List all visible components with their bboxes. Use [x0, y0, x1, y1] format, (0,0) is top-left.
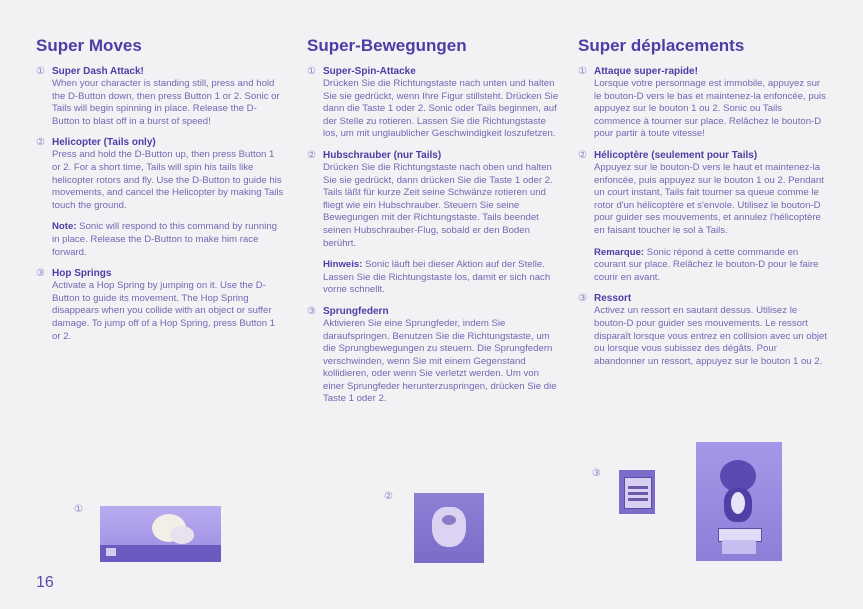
- french-note: [578, 247, 830, 285]
- english-item-hop-springs: [36, 268, 284, 343]
- french-column: [578, 0, 830, 377]
- item-number: ②: [307, 149, 316, 161]
- german-column: [307, 0, 559, 415]
- screenshot-ref-1: ①: [74, 504, 83, 515]
- item-body: Drücken Sie die Richtungstaste nach oben und halten Sie sie gedrückt, dann drücken Sie die Taste 1 oder 2. Tails läßt für kurze Zeit seine Schwänze rotieren und fliegt wie ein Hubschrauber. Steuern Sie seine Bewegungen mit der Richtungstaste. Tails beendet seinen Hubschrauber-Flug, sobald er den Boden berührt.: [323, 161, 553, 249]
- french-item-helicoptere: [578, 150, 830, 238]
- item-body: Lorsque votre personnage est immobile, appuyez sur le bouton-D vers le bas et maintenez-la enfoncée, puis appuyez sur le bouton 1 ou 2. Sonic ou Tails commence à tourner sur place. Relâchez le bouton-D pour partir à toute vitesse!: [594, 78, 826, 140]
- item-body: When your character is standing still, press and hold the D-Button down, then press Button 1 or 2. Sonic or Tails will begin spinning in place. Release the D-Button to blast off in a burst of speed!: [52, 78, 280, 127]
- note-label: Note:: [52, 221, 77, 233]
- super-dash-screenshot: [100, 506, 221, 562]
- tails-face-icon: [442, 515, 456, 525]
- french-title: Super déplacements: [578, 36, 745, 55]
- item-number: ③: [36, 268, 45, 280]
- page-number: 16: [36, 574, 54, 591]
- german-note: [307, 259, 559, 297]
- item-title: Attaque super-rapide!: [594, 66, 698, 77]
- item-title: Hop Springs: [52, 268, 112, 280]
- english-column: [36, 0, 284, 352]
- helicopter-screenshot: [414, 493, 484, 563]
- spring-box-icon: [624, 477, 652, 509]
- screenshot-ref-2: ②: [384, 491, 393, 502]
- item-body: Press and hold the D-Button up, then press Button 1 or 2. For a short time, Tails will spin his tails like helicopter rotors and fly. Use the D-Button to guide his movements, and cancel the Helicopter by making Tails touch the ground.: [52, 149, 284, 211]
- german-item-sprungfedern: [307, 306, 559, 406]
- dust-cloud-icon: [170, 526, 194, 544]
- item-body: Aktivieren Sie eine Sprungfeder, indem Sie daraufspringen. Benutzen Sie die Richtungstaste, um die Sprungbewegungen zu steuern. Die Sprungfedern verschwinden, wenn Sie mit einem Gegenstand kollidieren, oder wenn Sie verletzt werden. Um von einer Sprungfeder herunterzuspringen, drücken Sie die Taste 1 oder 2.: [323, 317, 557, 405]
- spring-stripe: [628, 492, 648, 495]
- spring-stripe: [628, 498, 648, 501]
- item-number: ①: [36, 66, 45, 77]
- hop-spring-sonic-screenshot: [696, 442, 782, 561]
- item-title: Helicopter (Tails only): [52, 137, 156, 149]
- note-text: Sonic répond à cette commande en courant sur place. Relâchez le bouton-D pour le faire courir en avant.: [594, 246, 819, 283]
- french-item-ressort: [578, 293, 830, 368]
- note-label: Remarque:: [594, 246, 645, 258]
- item-body: Appuyez sur le bouton-D vers le haut et maintenez-la enfoncée, puis appuyez sur le bouton 1 ou 2. Pendant un court instant, Tails fait tourner sa queue comme le rotor d'un hélicoptère et s'envole. Utilisez le bouton-D pour guider ses mouvements, et annulez l'hélicoptère en faisant toucher le sol à Tails.: [594, 161, 824, 236]
- english-note: [36, 221, 284, 259]
- item-number: ③: [307, 305, 316, 317]
- item-number: ②: [578, 149, 587, 161]
- english-item-helicopter: [36, 137, 284, 212]
- item-title: Super-Spin-Attacke: [323, 66, 416, 77]
- english-title: Super Moves: [36, 36, 142, 55]
- french-item-attaque: [578, 66, 830, 141]
- note-text: Sonic läuft bei dieser Aktion auf der Stelle. Lassen Sie die Richtungstaste los, damit er sich nach vorne schnellt.: [323, 259, 551, 296]
- item-number: ①: [307, 66, 316, 77]
- item-body: Activate a Hop Spring by jumping on it. Use the D-Button to guide its movement. The Hop Spring disappears when you collide with an object or suffer damage. To jump off of a Hop Spring, press Button 1 or 2.: [52, 280, 276, 342]
- hop-spring-item-screenshot: [619, 470, 655, 514]
- item-body: Drücken Sie die Richtungstaste nach unten und halten Sie sie gedrückt, wenn Ihre Figur stillsteht. Drücken Sie dann die Taste 1 oder 2. Sonic oder Tails beginnen, auf der Stelle zu rotieren. Lassen Sie die Richtungstaste los, um mit unglaublicher Geschwindigkeit loszufetzen.: [323, 78, 559, 140]
- hud-icon: [106, 548, 116, 556]
- sonic-belly-icon: [731, 492, 745, 514]
- german-item-super-spin: [307, 66, 559, 141]
- english-item-super-dash: [36, 66, 284, 128]
- screenshot-ref-3: ③: [592, 468, 601, 479]
- item-number: ②: [36, 137, 45, 149]
- spring-base-icon: [722, 540, 756, 554]
- item-title: Sprungfedern: [323, 305, 389, 317]
- tails-character-icon: [432, 507, 466, 547]
- german-title: Super-Bewegungen: [307, 36, 467, 55]
- item-title: Super Dash Attack!: [52, 66, 144, 77]
- item-title: Ressort: [594, 293, 632, 305]
- spring-stripe: [628, 486, 648, 489]
- german-item-hubschrauber: [307, 150, 559, 250]
- note-text: Sonic will respond to this command by running in place. Release the D-Button to make him race forward.: [52, 221, 278, 258]
- item-number: ①: [578, 66, 587, 77]
- item-number: ③: [578, 293, 587, 305]
- note-label: Hinweis:: [323, 259, 363, 271]
- item-body: Activez un ressort en sautant dessus. Utilisez le bouton-D pour guider ses mouvements. Le ressort disparaît lorsque vous entrez en collision avec un objet ou lorsque vous subissez des dégâts. Pour abandonner un ressort, appuyez sur le bouton 1 ou 2.: [594, 305, 828, 367]
- item-title: Hubschrauber (nur Tails): [323, 149, 442, 161]
- item-title: Hélicoptère (seulement pour Tails): [594, 149, 758, 161]
